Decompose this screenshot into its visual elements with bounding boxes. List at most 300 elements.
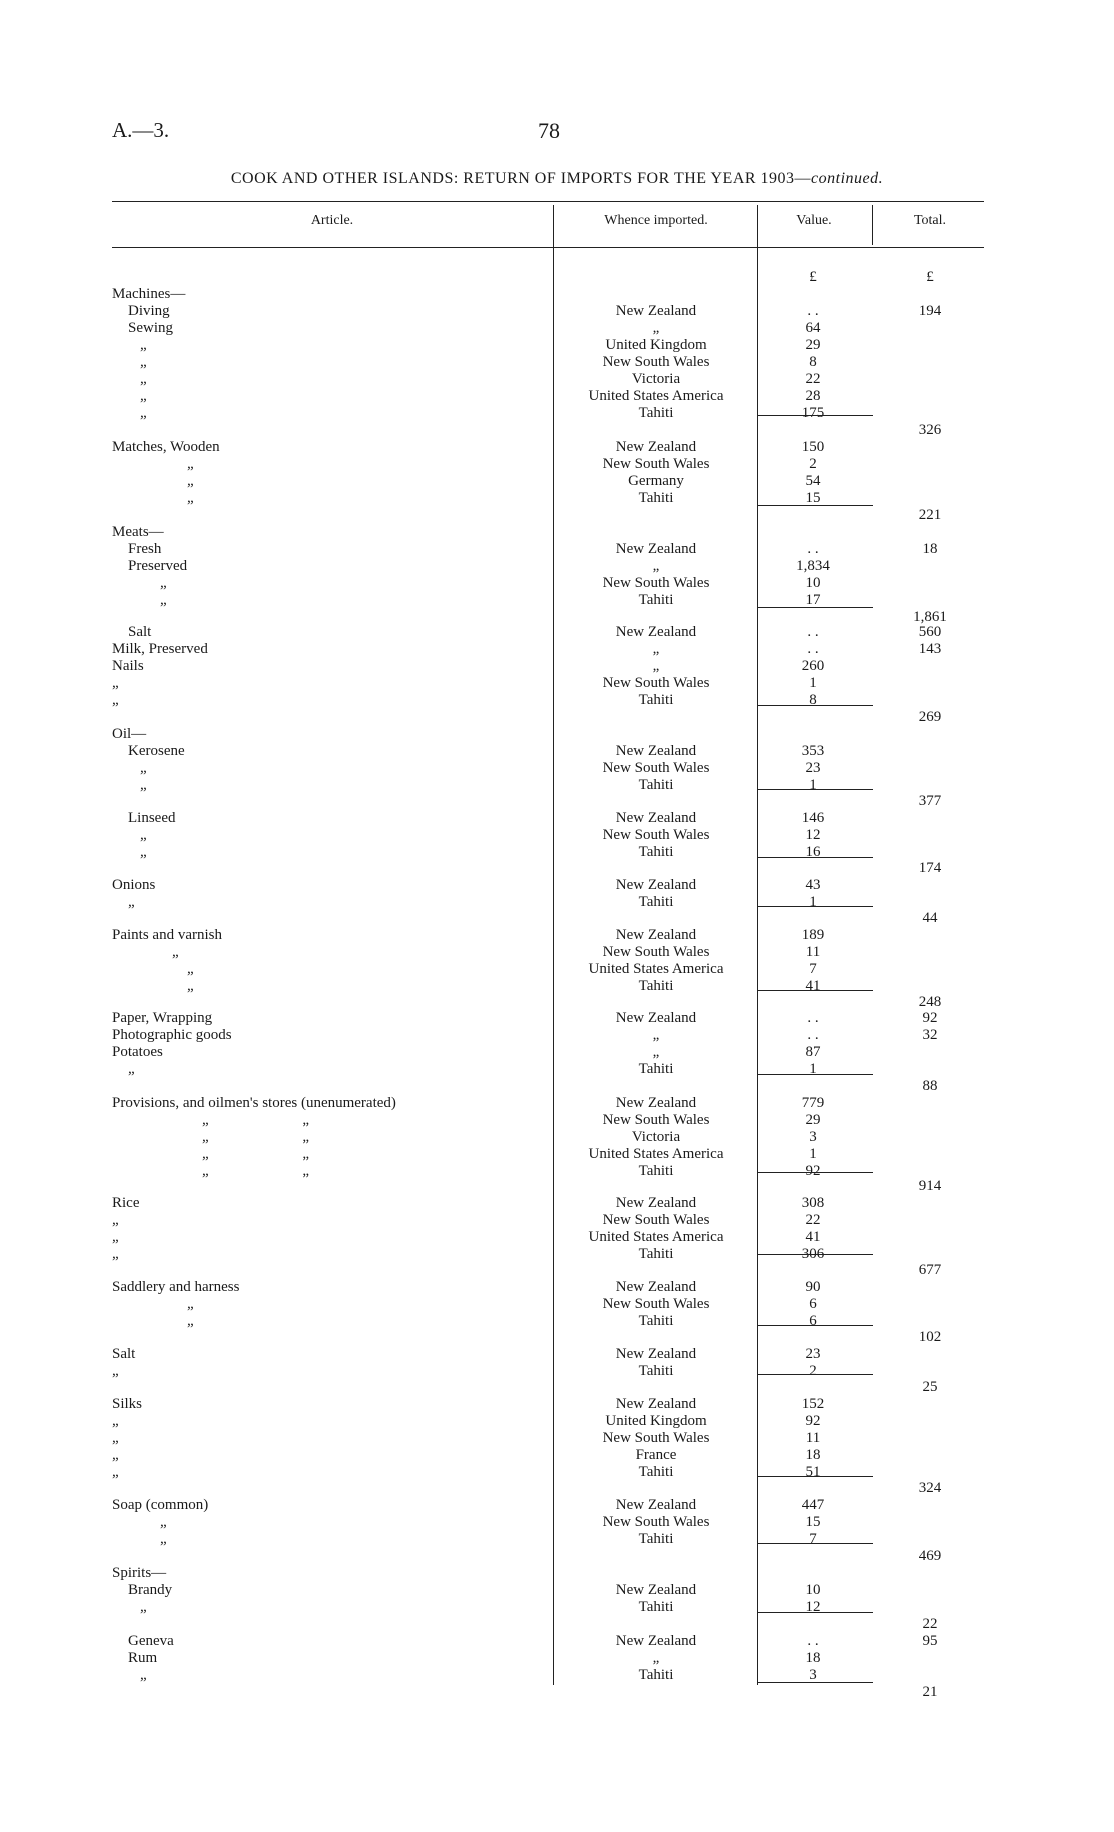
article-label: „ — [140, 371, 151, 387]
article-cell — [112, 743, 558, 760]
article-cell — [112, 592, 590, 609]
title-main: COOK AND OTHER ISLANDS: RETURN OF IMPORTS FOR THE YEAR 1903— — [230, 170, 812, 187]
table-row — [0, 558, 1114, 575]
subtotal-rule — [758, 1374, 873, 1375]
whence-cell: New Zealand — [615, 303, 697, 319]
page-number: 78 — [538, 118, 560, 143]
table-row — [0, 439, 1114, 456]
total-cell: 221 — [918, 507, 942, 523]
table-row — [0, 1650, 1114, 1667]
value-cell: 7 — [809, 961, 817, 977]
value-cell: 8 — [809, 354, 817, 370]
table-row — [0, 1146, 1114, 1163]
value-cell: 447 — [801, 1497, 825, 1513]
table-row — [0, 490, 1114, 507]
whence-cell: New South Wales — [602, 1112, 710, 1128]
value-cell: 28 — [805, 388, 821, 404]
article-label — [112, 793, 116, 809]
article-cell — [112, 1464, 542, 1481]
article-label: „ — [140, 827, 151, 843]
table-row — [0, 422, 1114, 439]
article-cell — [112, 726, 542, 743]
article-cell — [112, 1229, 542, 1246]
table-row — [0, 793, 1114, 810]
whence-cell: Germany — [628, 473, 684, 489]
whence-cell: United States America — [588, 1146, 724, 1162]
whence-cell: Tahiti — [638, 978, 674, 994]
table-row — [0, 1565, 1114, 1582]
article-cell — [112, 1212, 542, 1229]
value-cell: . . — [807, 1010, 819, 1026]
article-label — [112, 1379, 116, 1395]
article-label: Saddlery and harness — [112, 1279, 243, 1295]
total-cell: 25 — [922, 1379, 938, 1395]
table-row — [0, 1044, 1114, 1061]
table-row — [0, 994, 1114, 1011]
table-row — [0, 303, 1114, 320]
article-cell — [112, 1447, 542, 1464]
table-row — [0, 910, 1114, 927]
total-cell: 248 — [918, 994, 942, 1010]
whence-cell: New Zealand — [615, 1633, 697, 1649]
table-row — [0, 1112, 1114, 1129]
whence-cell: New Zealand — [615, 1195, 697, 1211]
article-cell — [112, 860, 542, 877]
table-row — [0, 1329, 1114, 1346]
article-cell — [112, 286, 542, 303]
article-cell — [112, 1178, 542, 1195]
table-row — [0, 388, 1114, 405]
subtotal-rule — [758, 607, 873, 608]
article-label: „ „ — [202, 1112, 313, 1128]
value-cell: 12 — [805, 827, 821, 843]
article-label: Fresh — [128, 541, 165, 557]
column-head-whence: Whence imported. — [604, 213, 708, 228]
article-cell — [112, 961, 617, 978]
table-row — [0, 1027, 1114, 1044]
table-row — [0, 1195, 1114, 1212]
whence-cell: Tahiti — [638, 844, 674, 860]
article-label: Oil— — [112, 726, 150, 742]
table-row — [0, 1684, 1114, 1701]
article-cell — [112, 1514, 590, 1531]
article-cell — [112, 1279, 542, 1296]
subtotal-rule — [758, 857, 873, 858]
article-label: Sewing — [128, 320, 177, 336]
value-cell: 51 — [805, 1464, 821, 1480]
value-cell: 2 — [809, 456, 817, 472]
article-label: Paper, Wrapping — [112, 1010, 216, 1026]
article-label: „ — [140, 1599, 151, 1615]
table-row — [0, 269, 1114, 286]
article-cell — [112, 1379, 542, 1396]
article-label: „ — [128, 1061, 139, 1077]
total-cell: 269 — [918, 709, 942, 725]
value-cell: 1 — [809, 1061, 817, 1077]
article-label: „ — [140, 405, 151, 421]
whence-cell: Tahiti — [638, 405, 674, 421]
whence-cell: United Kingdom — [605, 337, 707, 353]
value-cell: 6 — [809, 1296, 817, 1312]
table-row — [0, 760, 1114, 777]
article-cell — [112, 405, 570, 422]
value-cell: 2 — [809, 1363, 817, 1379]
article-cell — [112, 456, 617, 473]
article-cell — [112, 793, 542, 810]
article-cell — [112, 320, 558, 337]
article-cell — [112, 1044, 542, 1061]
table-row — [0, 1212, 1114, 1229]
total-cell: 88 — [922, 1078, 938, 1094]
table-row — [0, 405, 1114, 422]
value-cell: 43 — [805, 877, 821, 893]
table-row — [0, 541, 1114, 558]
value-cell: 7 — [809, 1531, 817, 1547]
whence-cell: New Zealand — [615, 624, 697, 640]
value-cell: 146 — [801, 810, 825, 826]
table-row — [0, 524, 1114, 541]
article-label — [112, 1616, 116, 1632]
whence-cell: France — [635, 1447, 677, 1463]
whence-cell: New Zealand — [615, 1396, 697, 1412]
whence-cell: Victoria — [631, 371, 681, 387]
subtotal-rule — [758, 1543, 873, 1544]
article-label — [112, 709, 116, 725]
value-cell: 260 — [801, 658, 825, 674]
whence-cell: New Zealand — [615, 877, 697, 893]
article-cell — [112, 1548, 542, 1565]
article-cell — [112, 1061, 558, 1078]
whence-cell: „ — [652, 658, 660, 674]
article-label: „ — [160, 575, 171, 591]
whence-cell: Tahiti — [638, 777, 674, 793]
value-cell: 54 — [805, 473, 821, 489]
value-cell: 308 — [801, 1195, 825, 1211]
article-cell — [112, 944, 602, 961]
whence-cell: New Zealand — [615, 1346, 697, 1362]
article-label: Geneva — [128, 1633, 178, 1649]
article-label: Machines— — [112, 286, 189, 302]
article-label — [112, 1078, 116, 1094]
total-cell: 21 — [922, 1684, 938, 1700]
article-label: Onions — [112, 877, 159, 893]
article-label: Photographic goods — [112, 1027, 236, 1043]
article-cell — [112, 709, 542, 726]
article-label — [112, 1262, 116, 1278]
article-label: „ — [112, 1229, 123, 1245]
table-row — [0, 1599, 1114, 1616]
table-row — [0, 877, 1114, 894]
article-label — [112, 422, 116, 438]
whence-cell: New Zealand — [615, 743, 697, 759]
article-cell — [112, 994, 542, 1011]
article-cell — [112, 1531, 590, 1548]
article-label: „ — [140, 354, 151, 370]
table-row — [0, 1464, 1114, 1481]
value-cell: 3 — [809, 1667, 817, 1683]
value-cell: 12 — [805, 1599, 821, 1615]
article-label: „ — [112, 1413, 123, 1429]
article-label: „ — [140, 388, 151, 404]
article-label — [112, 1480, 116, 1496]
whence-cell: Tahiti — [638, 894, 674, 910]
value-cell: 1 — [809, 894, 817, 910]
article-label: „ — [160, 592, 171, 608]
total-cell: 469 — [918, 1548, 942, 1564]
value-cell: 1 — [809, 675, 817, 691]
article-cell — [112, 575, 590, 592]
whence-cell: Tahiti — [638, 1163, 674, 1179]
value-cell: 87 — [805, 1044, 821, 1060]
value-cell: 92 — [805, 1413, 821, 1429]
total-cell: 560 — [918, 624, 942, 640]
article-cell — [112, 371, 570, 388]
article-cell — [112, 1413, 542, 1430]
total-cell: 44 — [922, 910, 938, 926]
article-label: „ „ — [202, 1163, 313, 1179]
article-cell — [112, 624, 558, 641]
article-cell — [112, 827, 570, 844]
whence-cell: New Zealand — [615, 1010, 697, 1026]
article-cell — [112, 1095, 542, 1112]
article-label — [112, 994, 116, 1010]
total-cell: 324 — [918, 1480, 942, 1496]
whence-cell: Tahiti — [638, 692, 674, 708]
article-cell — [112, 1633, 558, 1650]
subtotal-rule — [758, 1476, 873, 1477]
subtotal-rule — [758, 906, 873, 907]
table-row — [0, 1582, 1114, 1599]
whence-cell: New Zealand — [615, 1279, 697, 1295]
article-cell — [112, 1078, 542, 1095]
total-cell: 102 — [918, 1329, 942, 1345]
whence-cell: New South Wales — [602, 1430, 710, 1446]
table-row — [0, 1413, 1114, 1430]
value-cell: 10 — [805, 1582, 821, 1598]
article-label: „ — [160, 1514, 171, 1530]
article-label: Salt — [128, 624, 155, 640]
article-cell — [112, 777, 570, 794]
article-label: „ — [187, 456, 198, 472]
subtotal-rule — [758, 505, 873, 506]
article-cell — [112, 1396, 542, 1413]
whence-cell: Tahiti — [638, 1464, 674, 1480]
article-label — [112, 910, 116, 926]
whence-cell: Victoria — [631, 1129, 681, 1145]
article-cell — [112, 1146, 632, 1163]
table-row — [0, 337, 1114, 354]
total-cell: 95 — [922, 1633, 938, 1649]
whence-cell: New Zealand — [615, 1095, 697, 1111]
article-cell — [112, 1010, 542, 1027]
article-label: „ — [112, 1430, 123, 1446]
table-row — [0, 1229, 1114, 1246]
table-row — [0, 1616, 1114, 1633]
value-cell: 189 — [801, 927, 825, 943]
total-cell: 174 — [918, 860, 942, 876]
table-row — [0, 1480, 1114, 1497]
table-row — [0, 1447, 1114, 1464]
table-row — [0, 726, 1114, 743]
article-cell — [112, 439, 542, 456]
top-rule — [112, 201, 984, 202]
article-cell — [112, 388, 570, 405]
whence-cell: United States America — [588, 388, 724, 404]
whence-cell: United Kingdom — [605, 1413, 707, 1429]
value-cell: 18 — [805, 1447, 821, 1463]
article-cell — [112, 337, 570, 354]
whence-cell: Tahiti — [638, 1531, 674, 1547]
article-cell — [112, 675, 542, 692]
table-row — [0, 286, 1114, 303]
table-row — [0, 658, 1114, 675]
table-title — [0, 170, 1114, 188]
article-label: Salt — [112, 1346, 139, 1362]
whence-cell: Tahiti — [638, 1667, 674, 1683]
article-label — [112, 609, 116, 625]
table-row — [0, 860, 1114, 877]
value-cell: 306 — [801, 1246, 825, 1262]
whence-cell: New Zealand — [615, 927, 697, 943]
article-label: „ — [140, 337, 151, 353]
table-row — [0, 1246, 1114, 1263]
table-row — [0, 978, 1114, 995]
table-row — [0, 320, 1114, 337]
value-cell: . . — [807, 541, 819, 557]
value-cell: 18 — [805, 1650, 821, 1666]
article-label: „ — [112, 1447, 123, 1463]
table-row — [0, 1667, 1114, 1684]
article-cell — [112, 303, 558, 320]
subtotal-rule — [758, 1325, 873, 1326]
article-label: „ — [112, 675, 123, 691]
whence-cell: New Zealand — [615, 810, 697, 826]
whence-cell: Tahiti — [638, 1313, 674, 1329]
table-row — [0, 1514, 1114, 1531]
total-cell: 914 — [918, 1178, 942, 1194]
article-label: „ — [140, 777, 151, 793]
value-cell: 23 — [805, 1346, 821, 1362]
whence-cell: New South Wales — [602, 675, 710, 691]
table-row — [0, 1363, 1114, 1380]
value-cell: . . — [807, 624, 819, 640]
value-cell: . . — [807, 303, 819, 319]
table-row — [0, 927, 1114, 944]
value-cell: 22 — [805, 1212, 821, 1228]
article-label: „ — [112, 1212, 123, 1228]
table-row — [0, 1497, 1114, 1514]
value-cell: 29 — [805, 337, 821, 353]
value-cell: . . — [807, 641, 819, 657]
table-row — [0, 894, 1114, 911]
whence-cell: New Zealand — [615, 1497, 697, 1513]
article-cell — [112, 877, 542, 894]
whence-cell: Tahiti — [638, 1061, 674, 1077]
article-cell — [112, 558, 558, 575]
article-label: „ — [160, 1531, 171, 1547]
article-label — [112, 269, 116, 285]
article-cell — [112, 1027, 542, 1044]
article-label: Paints and varnish — [112, 927, 226, 943]
article-label: Silks — [112, 1396, 146, 1412]
table-row — [0, 961, 1114, 978]
whence-cell: New Zealand — [615, 541, 697, 557]
table-row — [0, 1010, 1114, 1027]
whence-cell: „ — [652, 558, 660, 574]
subtotal-rule — [758, 789, 873, 790]
article-label: „ — [112, 1246, 123, 1262]
article-cell — [112, 1363, 542, 1380]
total-cell: 1,861 — [913, 609, 947, 625]
article-label — [112, 1684, 116, 1700]
whence-cell: Tahiti — [638, 1246, 674, 1262]
article-cell — [112, 1650, 558, 1667]
total-cell: 194 — [918, 303, 942, 319]
article-label: „ „ — [202, 1146, 313, 1162]
article-cell — [112, 692, 542, 709]
article-label — [112, 860, 116, 876]
table-row — [0, 624, 1114, 641]
value-cell: 779 — [801, 1095, 825, 1111]
article-cell — [112, 422, 542, 439]
article-cell — [112, 1616, 542, 1633]
value-cell: 175 — [801, 405, 825, 421]
article-label — [112, 1178, 116, 1194]
article-label — [112, 1329, 116, 1345]
value-cell: 15 — [805, 490, 821, 506]
article-cell — [112, 490, 617, 507]
whence-cell: New South Wales — [602, 1296, 710, 1312]
total-cell: 32 — [922, 1027, 938, 1043]
article-cell — [112, 1129, 632, 1146]
article-cell — [112, 1112, 632, 1129]
article-cell — [112, 507, 542, 524]
whence-cell: „ — [652, 641, 660, 657]
table-row — [0, 709, 1114, 726]
value-cell: 22 — [805, 371, 821, 387]
article-cell — [112, 844, 570, 861]
article-label: „ — [187, 490, 198, 506]
article-label: „ — [128, 894, 139, 910]
article-label: „ — [187, 978, 198, 994]
value-cell: 152 — [801, 1396, 825, 1412]
article-cell — [112, 1262, 542, 1279]
header-ref: A.—3. — [112, 118, 170, 142]
subtotal-rule — [758, 1172, 873, 1173]
value-cell: 90 — [805, 1279, 821, 1295]
article-cell — [112, 541, 558, 558]
value-cell: 92 — [805, 1163, 821, 1179]
whence-cell: New South Wales — [602, 760, 710, 776]
total-cell: 377 — [918, 793, 942, 809]
whence-cell: New South Wales — [602, 354, 710, 370]
whence-cell: New Zealand — [615, 439, 697, 455]
article-label: Linseed — [128, 810, 179, 826]
article-label: Rice — [112, 1195, 144, 1211]
table-row — [0, 1346, 1114, 1363]
table-row — [0, 473, 1114, 490]
article-label: „ — [112, 692, 123, 708]
value-cell: 6 — [809, 1313, 817, 1329]
value-cell: 15 — [805, 1514, 821, 1530]
article-cell — [112, 1684, 542, 1701]
article-label: Spirits— — [112, 1565, 170, 1581]
column-head-value: Value. — [796, 213, 832, 228]
table-row — [0, 575, 1114, 592]
value-cell: 11 — [805, 1430, 821, 1446]
whence-cell: Tahiti — [638, 490, 674, 506]
whence-cell: New South Wales — [602, 944, 710, 960]
